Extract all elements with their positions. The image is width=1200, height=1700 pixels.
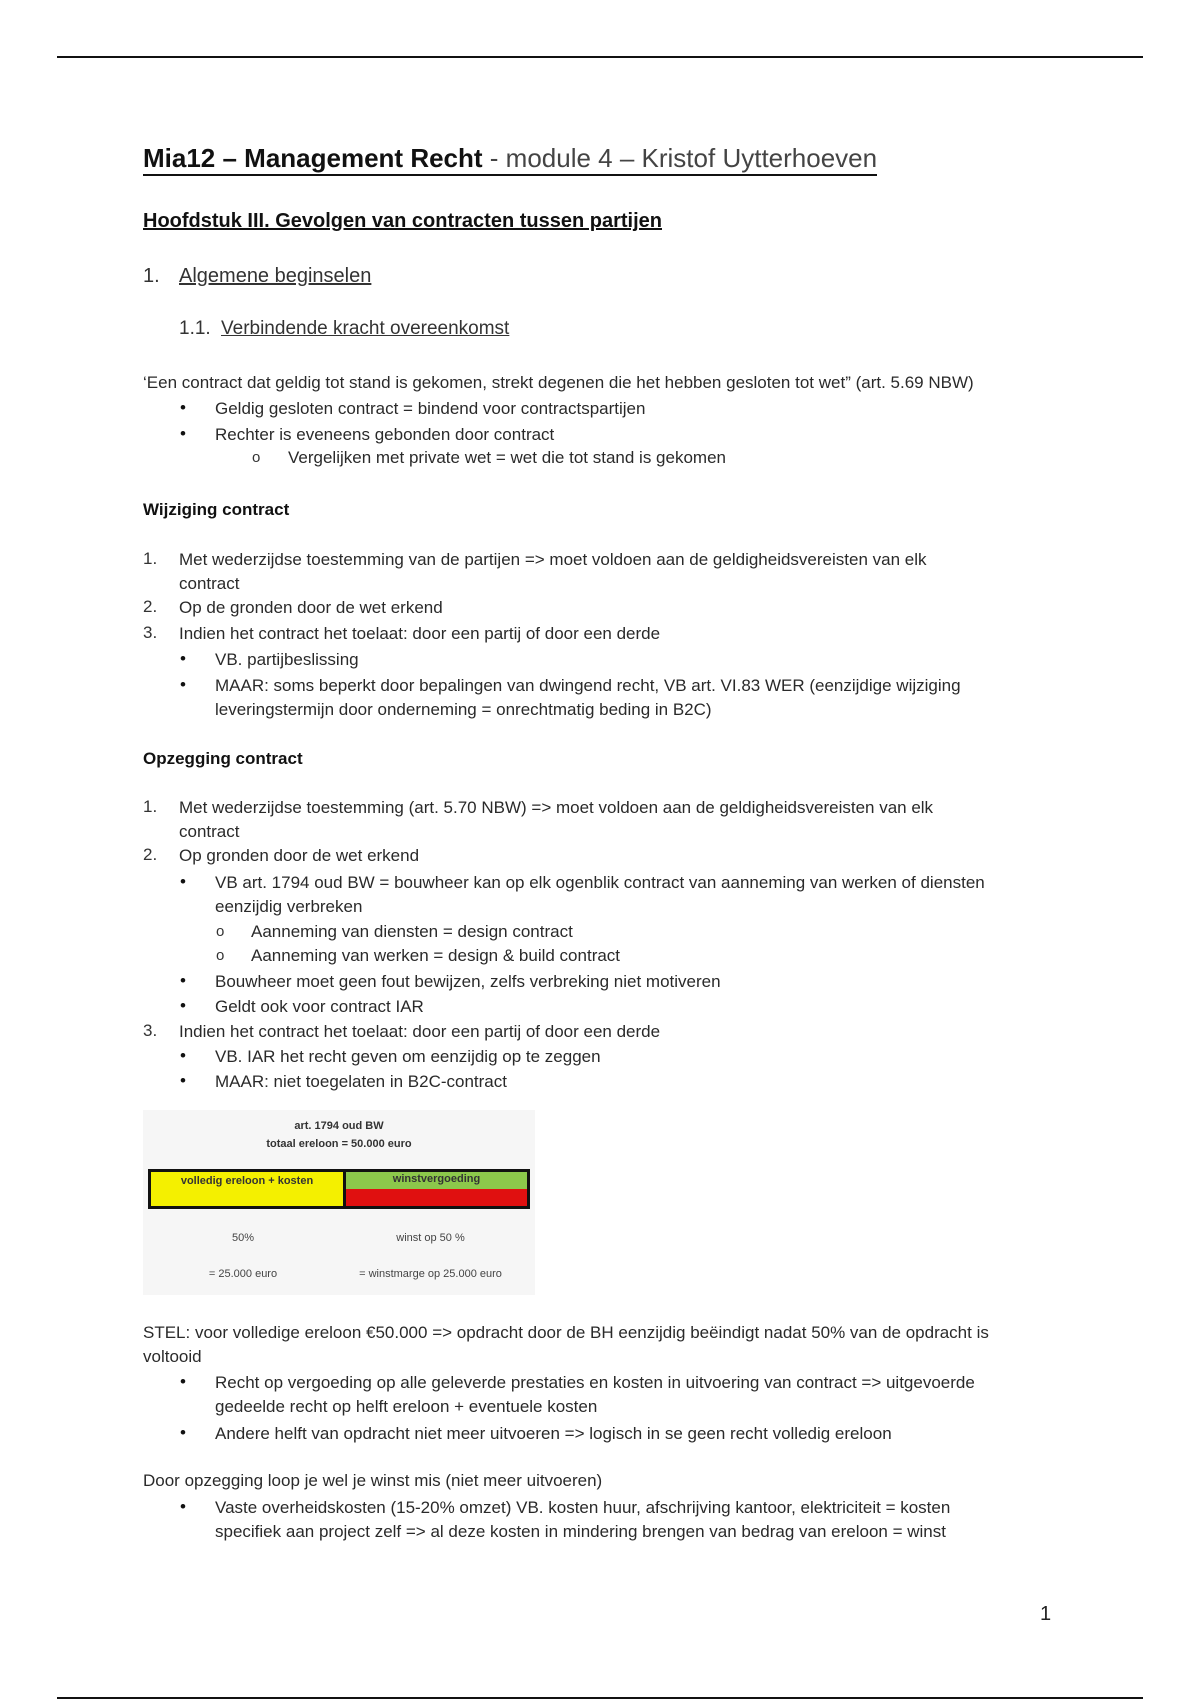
bullet-icon: • [180,872,186,891]
list-number-3: 3. [143,1021,158,1040]
title-bold: Mia12 – Management Recht [143,143,483,173]
winst-bullet-1: Vaste overheidskosten (15-20% omzet) VB. kosten huur, afschrijving kantoor, elektriciteit = kosten [215,1498,951,1517]
section-1-number: 1. [143,265,160,287]
opzegging-item-1-cont: contract [179,822,240,841]
bullet-icon: • [180,1071,186,1090]
list-number-2: 2. [143,597,158,616]
wijziging-item-1-cont: contract [179,574,240,593]
title-rest: - module 4 – Kristof Uytterhoeven [482,143,878,173]
wijziging-heading: Wijziging contract [143,500,290,519]
stel-text: STEL: voor volledige ereloon €50.000 => opdracht door de BH eenzijdig beëindigt nadat 50% van de opdracht is [143,1323,989,1342]
winst-text: Door opzegging loop je wel je winst mis (niet meer uitvoeren) [143,1471,603,1490]
opzegging-sub-1: Aanneming van diensten = design contract [251,922,573,941]
opzegging-heading: Opzegging contract [143,749,303,768]
wijziging-item-2: Op de gronden door de wet erkend [179,598,443,617]
fee-costs-segment [151,1172,346,1206]
winst-bullet-1-cont: specifiek aan project zelf => al deze kosten in mindering brengen van bedrag van ereloon = winst [215,1522,946,1541]
left-amount: = 25.000 euro [208,1268,278,1280]
section-1-heading: Algemene beginselen [179,265,372,287]
bullet-icon: • [180,675,186,694]
opzegging-item-1: Met wederzijdse toestemming (art. 5.70 NBW) => moet voldoen aan de geldigheidsvereisten van elk [179,798,934,817]
profit-compensation-label: winstvergoeding [392,1173,481,1185]
list-number-1: 1. [143,549,158,568]
bullet-icon: • [180,971,186,990]
quote-sub-bullet: Vergelijken met private wet = wet die tot stand is gekomen [288,448,726,467]
document-title [143,143,877,176]
list-number-3: 3. [143,623,158,642]
stel-bullet-1-cont: gedeelde recht op helft ereloon + eventuele kosten [215,1397,598,1416]
profit-compensation-segment [346,1172,527,1189]
opzegging-bullet-1: VB art. 1794 oud BW = bouwheer kan op elk ogenblik contract van aanneming van werken of diensten [215,873,985,892]
opzegging-bullet-5: MAAR: niet toegelaten in B2C-contract [215,1072,507,1091]
bullet-icon: • [180,424,186,443]
stel-text-cont: voltooid [143,1347,202,1366]
bullet-icon: • [180,1497,186,1516]
bullet-icon: • [180,996,186,1015]
bullet-icon: • [180,1372,186,1391]
header-rule [57,56,1143,58]
right-amount: = winstmarge op 25.000 euro [359,1268,502,1280]
lost-profit-segment [346,1189,527,1206]
bullet-icon: • [180,1423,186,1442]
diagram-title-2: totaal ereloon = 50.000 euro [266,1138,412,1150]
opzegging-bullet-4: VB. IAR het recht geven om eenzijdig op te zeggen [215,1047,601,1066]
list-number-2: 2. [143,845,158,864]
quote-bullet-1: Geldig gesloten contract = bindend voor contractspartijen [215,399,646,418]
chapter-heading: Hoofdstuk III. Gevolgen van contracten tussen partijen [143,210,662,232]
quote-bullet-2: Rechter is eveneens gebonden door contract [215,425,555,444]
footer-rule [57,1697,1143,1699]
opzegging-bullet-1-cont: eenzijdig verbreken [215,897,363,916]
opzegging-item-2: Op gronden door de wet erkend [179,846,420,865]
diagram-bar [148,1169,530,1209]
opzegging-item-3: Indien het contract het toelaat: door een partij of door een derde [179,1022,661,1041]
wijziging-bullet-1: VB. partijbeslissing [215,650,359,669]
stel-bullet-2: Andere helft van opdracht niet meer uitvoeren => logisch in se geen recht volledig ereloon [215,1424,892,1443]
wijziging-item-1: Met wederzijdse toestemming van de partijen => moet voldoen aan de geldigheidsvereisten van elk [179,550,927,569]
section-1-1-heading: Verbindende kracht overeenkomst [221,318,510,339]
diagram-title-1: art. 1794 oud BW [294,1120,384,1132]
section-1-1-number: 1.1. [179,318,211,339]
circle-bullet-icon: o [216,923,225,940]
opzegging-sub-2: Aanneming van werken = design & build contract [251,946,621,965]
fee-costs-label: volledig ereloon + kosten [180,1175,314,1187]
wijziging-bullet-2-cont: leveringstermijn door onderneming = onrechtmatig beding in B2C) [215,700,712,719]
page-number: 1 [1040,1603,1052,1625]
fee-diagram [143,1110,535,1295]
stel-bullet-1: Recht op vergoeding op alle geleverde prestaties en kosten in uitvoering van contract => uitgevoerde [215,1373,975,1392]
bullet-icon: • [180,398,186,417]
circle-bullet-icon: o [216,947,225,964]
opzegging-bullet-3: Geldt ook voor contract IAR [215,997,424,1016]
list-number-1: 1. [143,797,158,816]
wijziging-bullet-2: MAAR: soms beperkt door bepalingen van dwingend recht, VB art. VI.83 WER (eenzijdige wijziging [215,676,961,695]
wijziging-item-3: Indien het contract het toelaat: door een partij of door een derde [179,624,661,643]
right-percentage: winst op 50 % [396,1232,465,1244]
left-percentage: 50% [231,1232,255,1244]
circle-bullet-icon: o [252,449,261,466]
bullet-icon: • [180,649,186,668]
opzegging-bullet-2: Bouwheer moet geen fout bewijzen, zelfs verbreking niet motiveren [215,972,721,991]
quote-text: ‘Een contract dat geldig tot stand is gekomen, strekt degenen die het hebben gesloten tot wet” (art. 5.69 NBW) [143,373,974,392]
bullet-icon: • [180,1046,186,1065]
